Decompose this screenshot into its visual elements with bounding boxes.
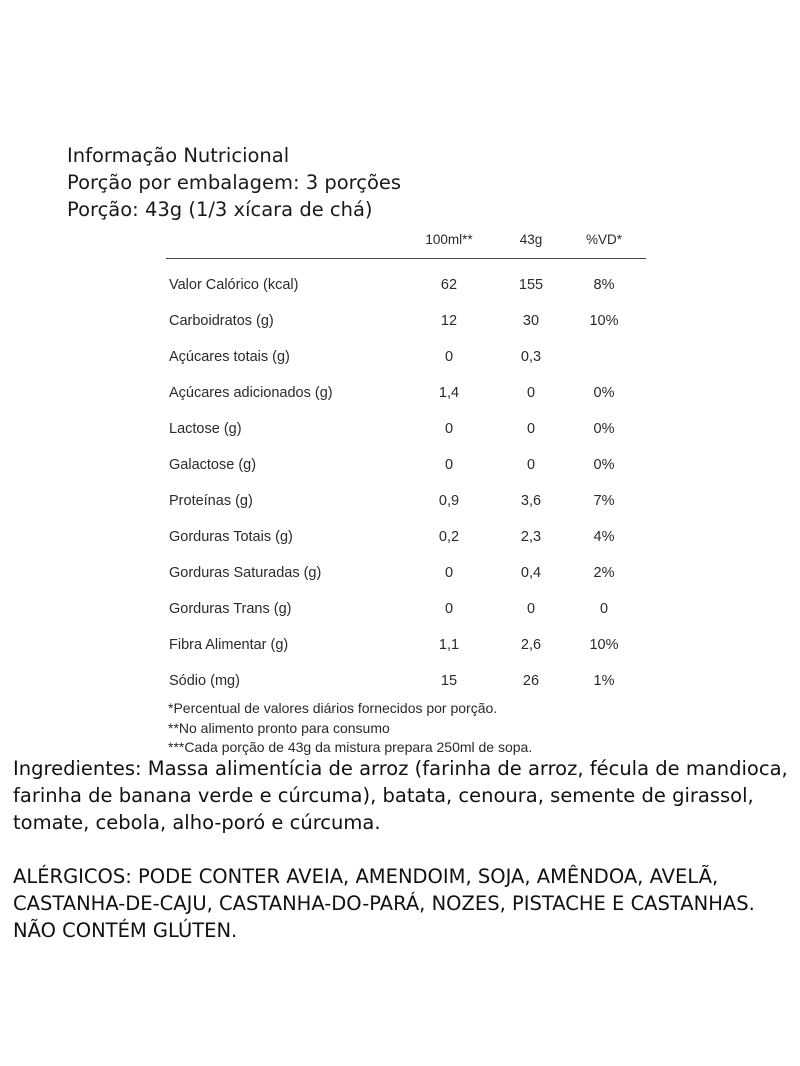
- value-100ml: 0: [444, 457, 454, 473]
- row-label: Gorduras Totais (g): [169, 529, 293, 545]
- value-100ml: 0,9: [438, 493, 460, 509]
- value-100ml: 0: [444, 421, 454, 437]
- value-100ml: 12: [440, 313, 458, 329]
- row-label: Fibra Alimentar (g): [169, 637, 289, 653]
- nutrition-header: [67, 142, 401, 223]
- table-row: [166, 265, 646, 301]
- value-43g: 0: [526, 601, 536, 617]
- value-100ml: 1,4: [438, 385, 460, 401]
- row-label: Açúcares totais (g): [169, 349, 290, 365]
- row-label: Lactose (g): [169, 421, 242, 437]
- ingredients-text: Ingredientes: Massa alimentícia de arroz (farinha de arroz, fécula de mandioca, farinha de banana verde e cúrcuma), batata, cenoura, semente de girassol, tomate, cebola, alho-poró e cúrcuma.: [13, 757, 788, 834]
- value-100ml: 0,2: [438, 529, 460, 545]
- value-vd: 0: [599, 601, 609, 617]
- value-43g: 0,3: [520, 349, 542, 365]
- table-row: [166, 373, 646, 409]
- value-43g: 0: [526, 385, 536, 401]
- table-footnotes: [166, 699, 646, 758]
- value-vd: 7%: [593, 493, 615, 509]
- servings-per-package: Porção por embalagem: 3 porções: [67, 171, 402, 194]
- footnote-ready-to-eat: **No alimento pronto para consumo: [168, 719, 390, 736]
- value-100ml: 62: [440, 277, 458, 293]
- value-100ml: 1,1: [438, 637, 460, 653]
- table-row: [166, 409, 646, 445]
- table-row: [166, 337, 646, 373]
- row-label: Gorduras Trans (g): [169, 601, 292, 617]
- value-43g: 0: [526, 457, 536, 473]
- ingredients-section: [13, 755, 800, 944]
- value-vd: 0%: [593, 421, 615, 437]
- table-row: [166, 517, 646, 553]
- value-vd: 10%: [589, 637, 619, 653]
- value-43g: 3,6: [520, 493, 542, 509]
- value-vd: 10%: [589, 313, 619, 329]
- value-100ml: 0: [444, 601, 454, 617]
- table-row: [166, 661, 646, 697]
- column-header-43g: 43g: [519, 232, 543, 247]
- column-header-100ml: 100ml**: [425, 232, 473, 247]
- value-vd: 8%: [593, 277, 615, 293]
- value-vd: 1%: [593, 673, 615, 689]
- row-label: Açúcares adicionados (g): [169, 385, 333, 401]
- table-row: [166, 301, 646, 337]
- nutrition-table: [166, 228, 646, 758]
- row-label: Valor Calórico (kcal): [169, 277, 299, 293]
- table-row: [166, 481, 646, 517]
- footnote-vd: *Percentual de valores diários fornecidos por porção.: [168, 700, 498, 716]
- column-header-vd: %VD*: [585, 232, 622, 247]
- row-label: Proteínas (g): [169, 493, 253, 509]
- value-100ml: 0: [444, 349, 454, 365]
- value-43g: 2,3: [520, 529, 542, 545]
- value-43g: 155: [518, 277, 544, 293]
- row-label: Carboidratos (g): [169, 313, 274, 329]
- table-row: [166, 625, 646, 661]
- value-100ml: 0: [444, 565, 454, 581]
- nutrition-title: Informação Nutricional: [67, 144, 290, 167]
- row-label: Galactose (g): [169, 457, 257, 473]
- value-vd: 4%: [593, 529, 615, 545]
- value-vd: 0%: [593, 457, 615, 473]
- table-row: [166, 445, 646, 481]
- allergens-text: ALÉRGICOS: PODE CONTER AVEIA, AMENDOIM, SOJA, AMÊNDOA, AVELÃ, CASTANHA-DE-CAJU, CASTANHA-DO-PARÁ, NOZES, PISTACHE E CASTANHAS. NÃO CONTÉM GLÚTEN.: [13, 865, 755, 942]
- table-header: [166, 228, 646, 259]
- value-43g: 0,4: [520, 565, 542, 581]
- value-43g: 0: [526, 421, 536, 437]
- value-100ml: 15: [440, 673, 458, 689]
- value-43g: 2,6: [520, 637, 542, 653]
- value-vd: 2%: [593, 565, 615, 581]
- table-body: [166, 259, 646, 697]
- table-row: [166, 553, 646, 589]
- table-row: [166, 589, 646, 625]
- value-43g: 30: [522, 313, 540, 329]
- value-vd: 0%: [593, 385, 615, 401]
- value-43g: 26: [522, 673, 540, 689]
- row-label: Gorduras Saturadas (g): [169, 565, 322, 581]
- row-label: Sódio (mg): [169, 673, 240, 689]
- serving-size: Porção: 43g (1/3 xícara de chá): [67, 198, 373, 221]
- footnote-preparation: ***Cada porção de 43g da mistura prepara 250ml de sopa.: [168, 739, 533, 755]
